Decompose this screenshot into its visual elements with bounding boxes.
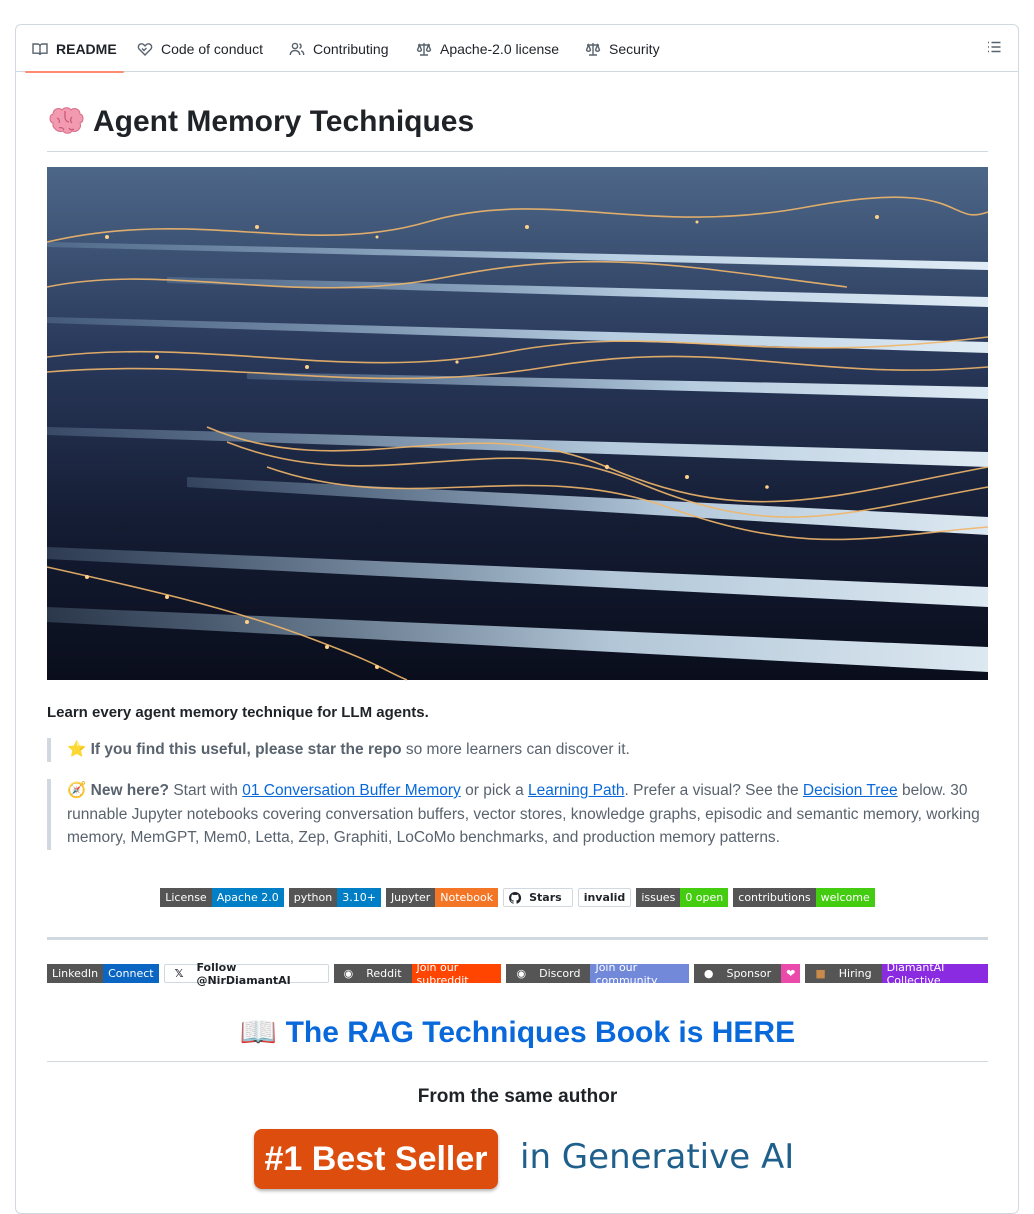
best-seller-banner[interactable]: #1 Best Seller xyxy=(254,1129,498,1189)
reddit-icon: ◉ xyxy=(343,967,354,980)
conversation-buffer-memory-link[interactable]: 01 Conversation Buffer Memory xyxy=(242,782,461,799)
brain-icon xyxy=(47,106,83,140)
readme-tabbar xyxy=(16,25,1018,72)
rag-book-heading-link[interactable]: 📖 The RAG Techniques Book is HERE xyxy=(47,1011,988,1062)
linkedin-badge[interactable]: LinkedIn Connect xyxy=(47,964,159,983)
jupyter-badge[interactable]: Jupyter Notebook xyxy=(386,888,498,907)
tab-contributing[interactable]: Contributing xyxy=(289,25,389,72)
star-note-blockquote: ⭐ If you find this useful, please star the repo so more learners can discover it. xyxy=(47,738,988,762)
open-book-icon: 📖 xyxy=(239,1016,278,1049)
python-badge[interactable]: python 3.10+ xyxy=(289,888,381,907)
hiring-badge[interactable]: ■ Hiring DiamantAI Collective xyxy=(805,964,988,983)
license-badge[interactable]: License Apache 2.0 xyxy=(160,888,284,907)
tab-security[interactable]: Security xyxy=(585,25,660,72)
generative-ai-caption: in Generative AI xyxy=(520,1137,795,1177)
law-scale-icon xyxy=(585,41,601,57)
hero-banner-image xyxy=(47,167,988,680)
people-icon xyxy=(289,41,305,57)
decision-tree-link[interactable]: Decision Tree xyxy=(802,782,898,799)
readme-lead: Learn every agent memory technique for LLM agents. xyxy=(47,704,429,721)
contributions-badge[interactable]: contributions welcome xyxy=(733,888,875,907)
discord-badge[interactable]: ◉ Discord Join our community xyxy=(506,964,688,983)
reddit-badge[interactable]: ◉ Reddit Join our subreddit xyxy=(334,964,502,983)
tab-code-of-conduct[interactable]: Code of conduct xyxy=(137,25,263,72)
social-badges xyxy=(47,960,988,987)
law-scale-icon xyxy=(416,41,432,57)
section-divider xyxy=(47,937,988,940)
outline-toc-button[interactable] xyxy=(986,39,1004,57)
tab-readme[interactable]: README xyxy=(32,25,117,72)
readme-card xyxy=(15,24,1019,1214)
briefcase-icon: ■ xyxy=(815,967,826,980)
sponsor-badge[interactable]: ● Sponsor ❤ xyxy=(694,964,800,983)
github-icon xyxy=(509,892,521,904)
new-here-blockquote: 🧭 New here? Start with 01 Conversation Buffer Memory or pick a Learning Path. Prefer a visual? See the Decision Tree below. 30 runnable Jupyter notebooks covering conversation buffers, vector stores, knowledge graphs, episodic and semantic memory, working memory, MemGPT, Mem0, Letta, Zep, Graphiti, LoCoMo benchmarks, and production memory patterns. xyxy=(47,779,988,850)
tab-license[interactable]: Apache-2.0 license xyxy=(416,25,559,72)
x-follow-badge[interactable]: 𝕏 Follow @NirDiamantAI xyxy=(164,964,329,983)
list-unordered-icon xyxy=(986,39,1002,55)
invalid-badge[interactable]: invalid xyxy=(578,888,632,907)
discord-icon: ◉ xyxy=(516,967,527,980)
from-author-heading: From the same author xyxy=(417,1086,618,1107)
book-icon xyxy=(32,41,48,57)
learning-path-link[interactable]: Learning Path xyxy=(528,782,625,799)
github-icon: ● xyxy=(703,967,714,980)
heart-handshake-icon xyxy=(137,41,153,57)
compass-icon: 🧭 xyxy=(67,782,87,799)
status-badges xyxy=(47,888,988,907)
x-logo-icon: 𝕏 xyxy=(174,967,184,980)
issues-badge[interactable]: issues 0 open xyxy=(636,888,728,907)
stars-badge[interactable]: Stars xyxy=(503,888,573,907)
star-icon: ⭐ xyxy=(67,741,87,758)
page-title: Agent Memory Techniques xyxy=(47,102,988,152)
